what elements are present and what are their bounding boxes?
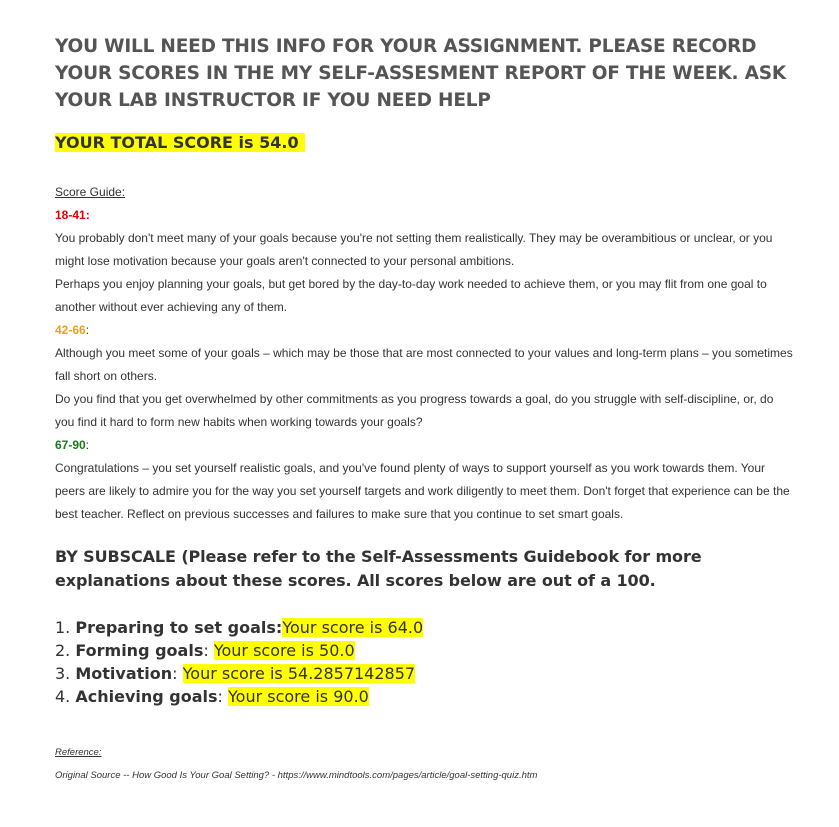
score-guide xyxy=(55,181,795,526)
instructions-headline: YOU WILL NEED THIS INFO FOR YOUR ASSIGNMENT. PLEASE RECORD YOUR SCORES IN THE MY SELF-ASSESMENT REPORT OF THE WEEK. ASK YOUR LAB INSTRUCTOR IF YOU NEED HELP xyxy=(55,36,786,111)
range-mid-label: 42-66 xyxy=(55,323,86,337)
range-mid-colon: : xyxy=(85,323,90,337)
range-high xyxy=(55,434,795,526)
subscale-name: Motivation xyxy=(75,664,173,683)
range-low-text-2: Perhaps you enjoy planning your goals, but get bored by the day-to-day work needed to achieve them, or you may flit from one goal to another without ever achieving any of them. xyxy=(55,277,767,314)
range-mid-text-2: Do you find that you get overwhelmed by other commitments as you progress towards a goal, do you struggle with self-discipline, or, do you find it hard to form new habits when working towards your goals? xyxy=(55,392,774,429)
subscale-number: 3. xyxy=(55,664,76,683)
assessment-results xyxy=(55,33,795,787)
subscale-separator: : xyxy=(172,664,183,683)
subscale-name: Achieving goals xyxy=(75,687,218,706)
subscale-score: Your score is 64.0 xyxy=(282,618,424,637)
range-low xyxy=(55,204,795,319)
range-low-text-1: You probably don't meet many of your goals because you're not setting them realistically. They may be overambitious or unclear, or you might lose motivation because your goals aren't connected to your personal ambitions. xyxy=(55,231,773,268)
subscale-score: Your score is 50.0 xyxy=(213,641,355,660)
range-high-label: 67-90 xyxy=(55,438,86,452)
subscale-item-motivation xyxy=(55,662,795,685)
range-mid-text-1: Although you meet some of your goals – which may be those that are most connected to your values and long-term plans – you sometimes fall short on others. xyxy=(55,346,793,383)
range-low-label: 18-41 xyxy=(55,208,86,222)
range-high-text-1: Congratulations – you set yourself realistic goals, and you've found plenty of ways to support yourself as you work towards them. Your peers are likely to admire you for the way you set yourself targets and work diligently to meet them. Don't forget that experience can be the best teacher. Reflect on previous successes and failures to make sure that you continue to set smart goals. xyxy=(55,461,790,521)
subscale-score: Your score is 54.2857142857 xyxy=(182,664,416,683)
subscale-number: 1. xyxy=(55,618,76,637)
subscale-item-preparing xyxy=(55,616,795,639)
range-low-colon: : xyxy=(85,208,90,222)
total-score-text: YOUR TOTAL SCORE is 54.0 xyxy=(55,133,305,152)
reference-source: Original Source -- How Good Is Your Goal Setting? - https://www.mindtools.com/pages/article/goal-setting-quiz.htm xyxy=(55,770,538,781)
subscale-separator: : xyxy=(217,687,229,706)
subscale-item-achieving xyxy=(55,685,795,708)
subscale-item-forming xyxy=(55,639,795,662)
range-high-colon: : xyxy=(85,438,90,452)
range-mid xyxy=(55,319,795,434)
subscale-score: Your score is 90.0 xyxy=(228,687,369,706)
subscale-separator: : xyxy=(203,641,214,660)
score-guide-title: Score Guide: xyxy=(55,185,126,199)
subscale-number: 4. xyxy=(55,687,76,706)
reference-title: Reference: xyxy=(55,747,102,758)
subscale-number: 2. xyxy=(55,641,76,660)
subscale-name: Preparing to set goals: xyxy=(75,618,283,637)
reference-section xyxy=(55,741,795,787)
subscale-name: Forming goals xyxy=(75,641,204,660)
subscale-heading: BY SUBSCALE (Please refer to the Self-Assessments Guidebook for more explanations about these scores. All scores below are out of a 100. xyxy=(55,547,702,590)
subscale-list xyxy=(55,616,795,708)
total-score xyxy=(55,132,795,154)
